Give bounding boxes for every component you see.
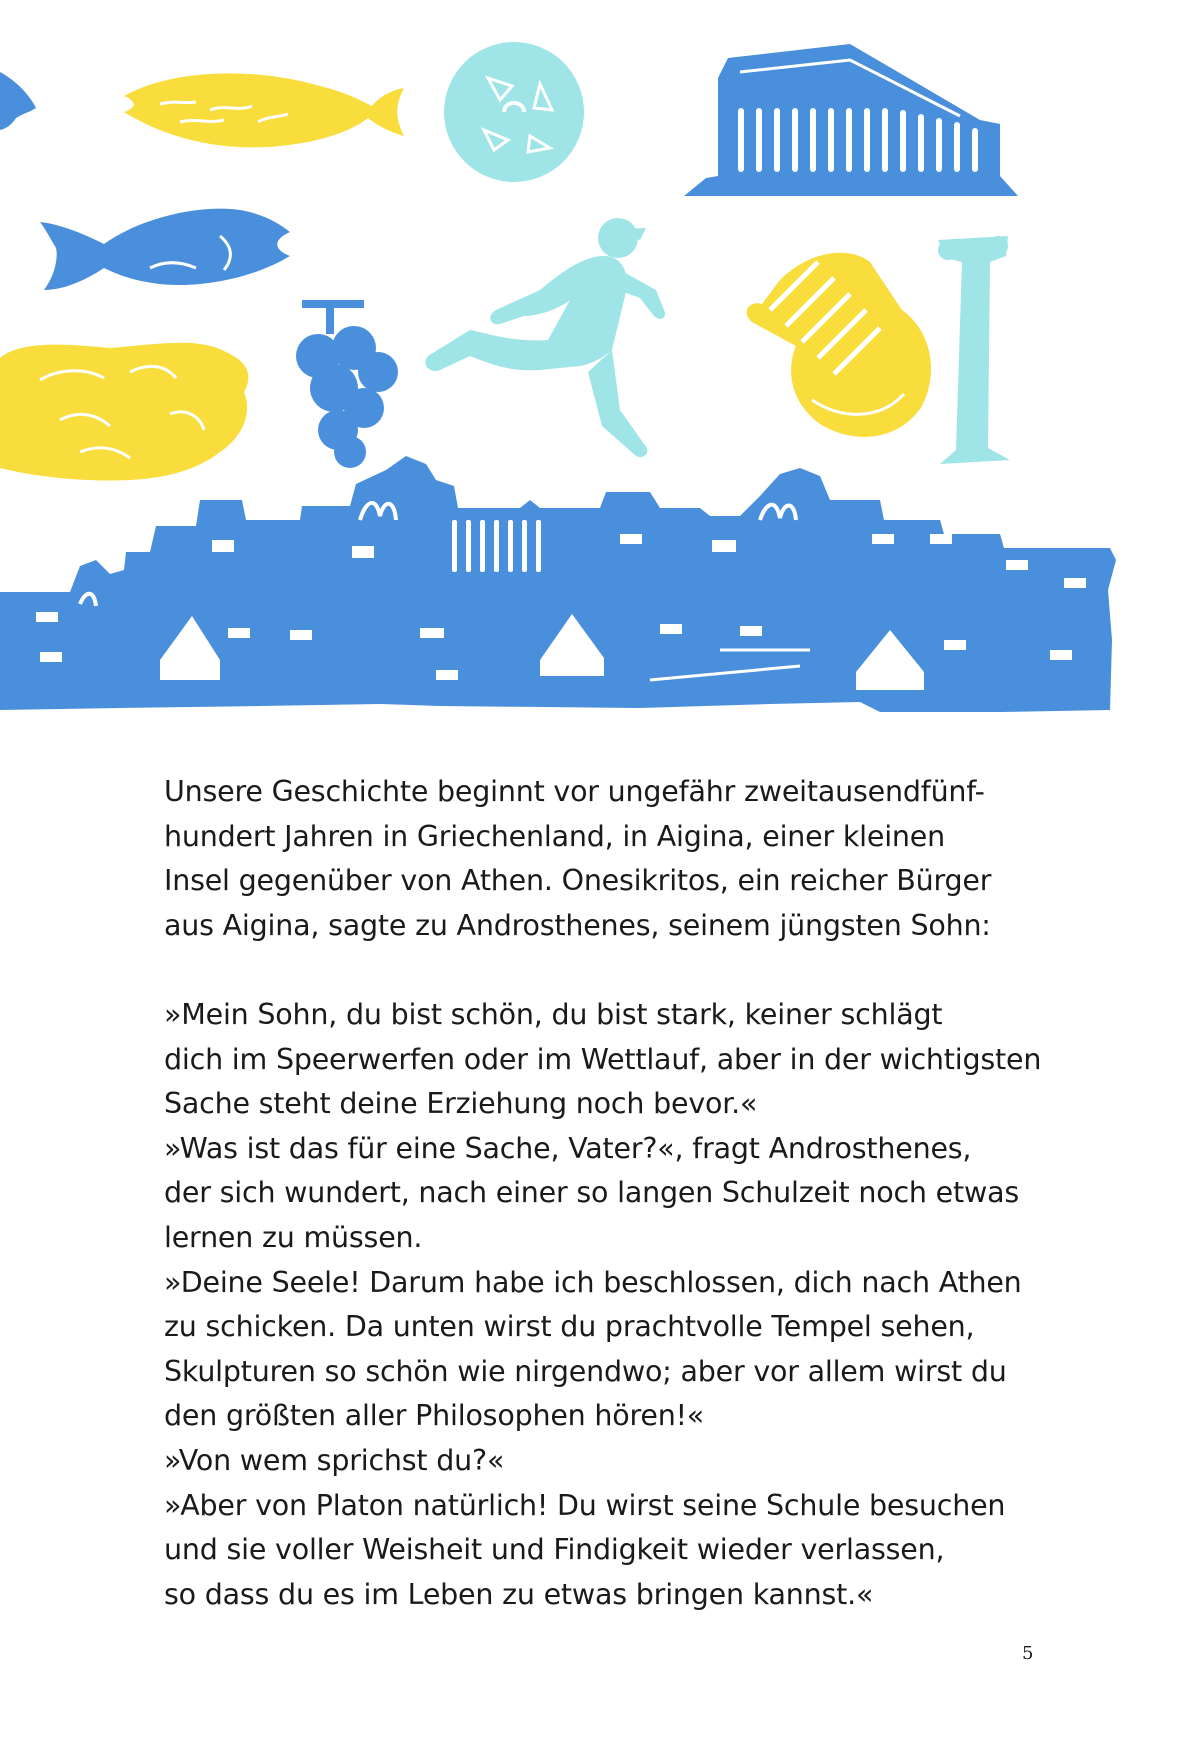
page-number: 5 xyxy=(1022,1643,1034,1664)
text-line: »Deine Seele! Darum habe ich beschlossen, dich nach Athen xyxy=(164,1265,1022,1299)
runner-icon xyxy=(425,218,665,457)
fish-icon xyxy=(40,209,290,290)
lyre-icon xyxy=(747,253,931,437)
text-line: Insel gegenüber von Athen. Onesikritos, ein reicher Bürger xyxy=(164,864,992,898)
text-line: Skulpturen so schön wie nirgendwo; aber vor allem wirst du xyxy=(164,1354,1007,1388)
text-line: der sich wundert, nach einer so langen Schulzeit noch etwas xyxy=(164,1176,1019,1210)
sun-disc-icon xyxy=(444,42,584,182)
text-line: aus Aigina, sagte zu Androsthenes, seinem jüngsten Sohn: xyxy=(164,908,991,942)
column-icon xyxy=(938,236,1010,464)
fish-icon xyxy=(0,72,36,130)
paragraph xyxy=(164,993,1064,1617)
temple-icon xyxy=(684,44,1018,196)
story-text xyxy=(164,770,1064,1662)
text-line: Unsere Geschichte beginnt vor ungefähr zweitausendfünf- xyxy=(164,775,985,808)
bread-icon xyxy=(0,343,248,481)
text-line: so dass du es im Leben zu etwas bringen kannst.« xyxy=(164,1577,874,1611)
fish-icon xyxy=(124,73,404,147)
text-line: »Mein Sohn, du bist schön, du bist stark, keiner schlägt xyxy=(164,997,943,1031)
text-line: »Aber von Platon natürlich! Du wirst seine Schule besuchen xyxy=(164,1488,1006,1522)
text-line: Sache steht deine Erziehung noch bevor.« xyxy=(164,1087,758,1121)
paragraph xyxy=(164,770,1064,948)
text-line: zu schicken. Da unten wirst du prachtvolle Tempel sehen, xyxy=(164,1310,975,1344)
text-line: »Von wem sprichst du?« xyxy=(164,1443,505,1477)
text-line: lernen zu müssen. xyxy=(164,1220,423,1254)
papercut-illustration xyxy=(0,0,1200,740)
text-line: und sie voller Weisheit und Findigkeit wieder verlassen, xyxy=(164,1533,945,1567)
text-line: »Was ist das für eine Sache, Vater?«, fragt Androsthenes, xyxy=(164,1131,972,1165)
text-line: hundert Jahren in Griechenland, in Aigina, einer kleinen xyxy=(164,819,945,853)
town-skyline-icon xyxy=(0,456,1116,712)
text-line: dich im Speerwerfen oder im Wettlauf, aber in der wichtigsten xyxy=(164,1042,1042,1076)
grapes-icon xyxy=(296,300,398,468)
text-line: den größten aller Philosophen hören!« xyxy=(164,1399,705,1433)
